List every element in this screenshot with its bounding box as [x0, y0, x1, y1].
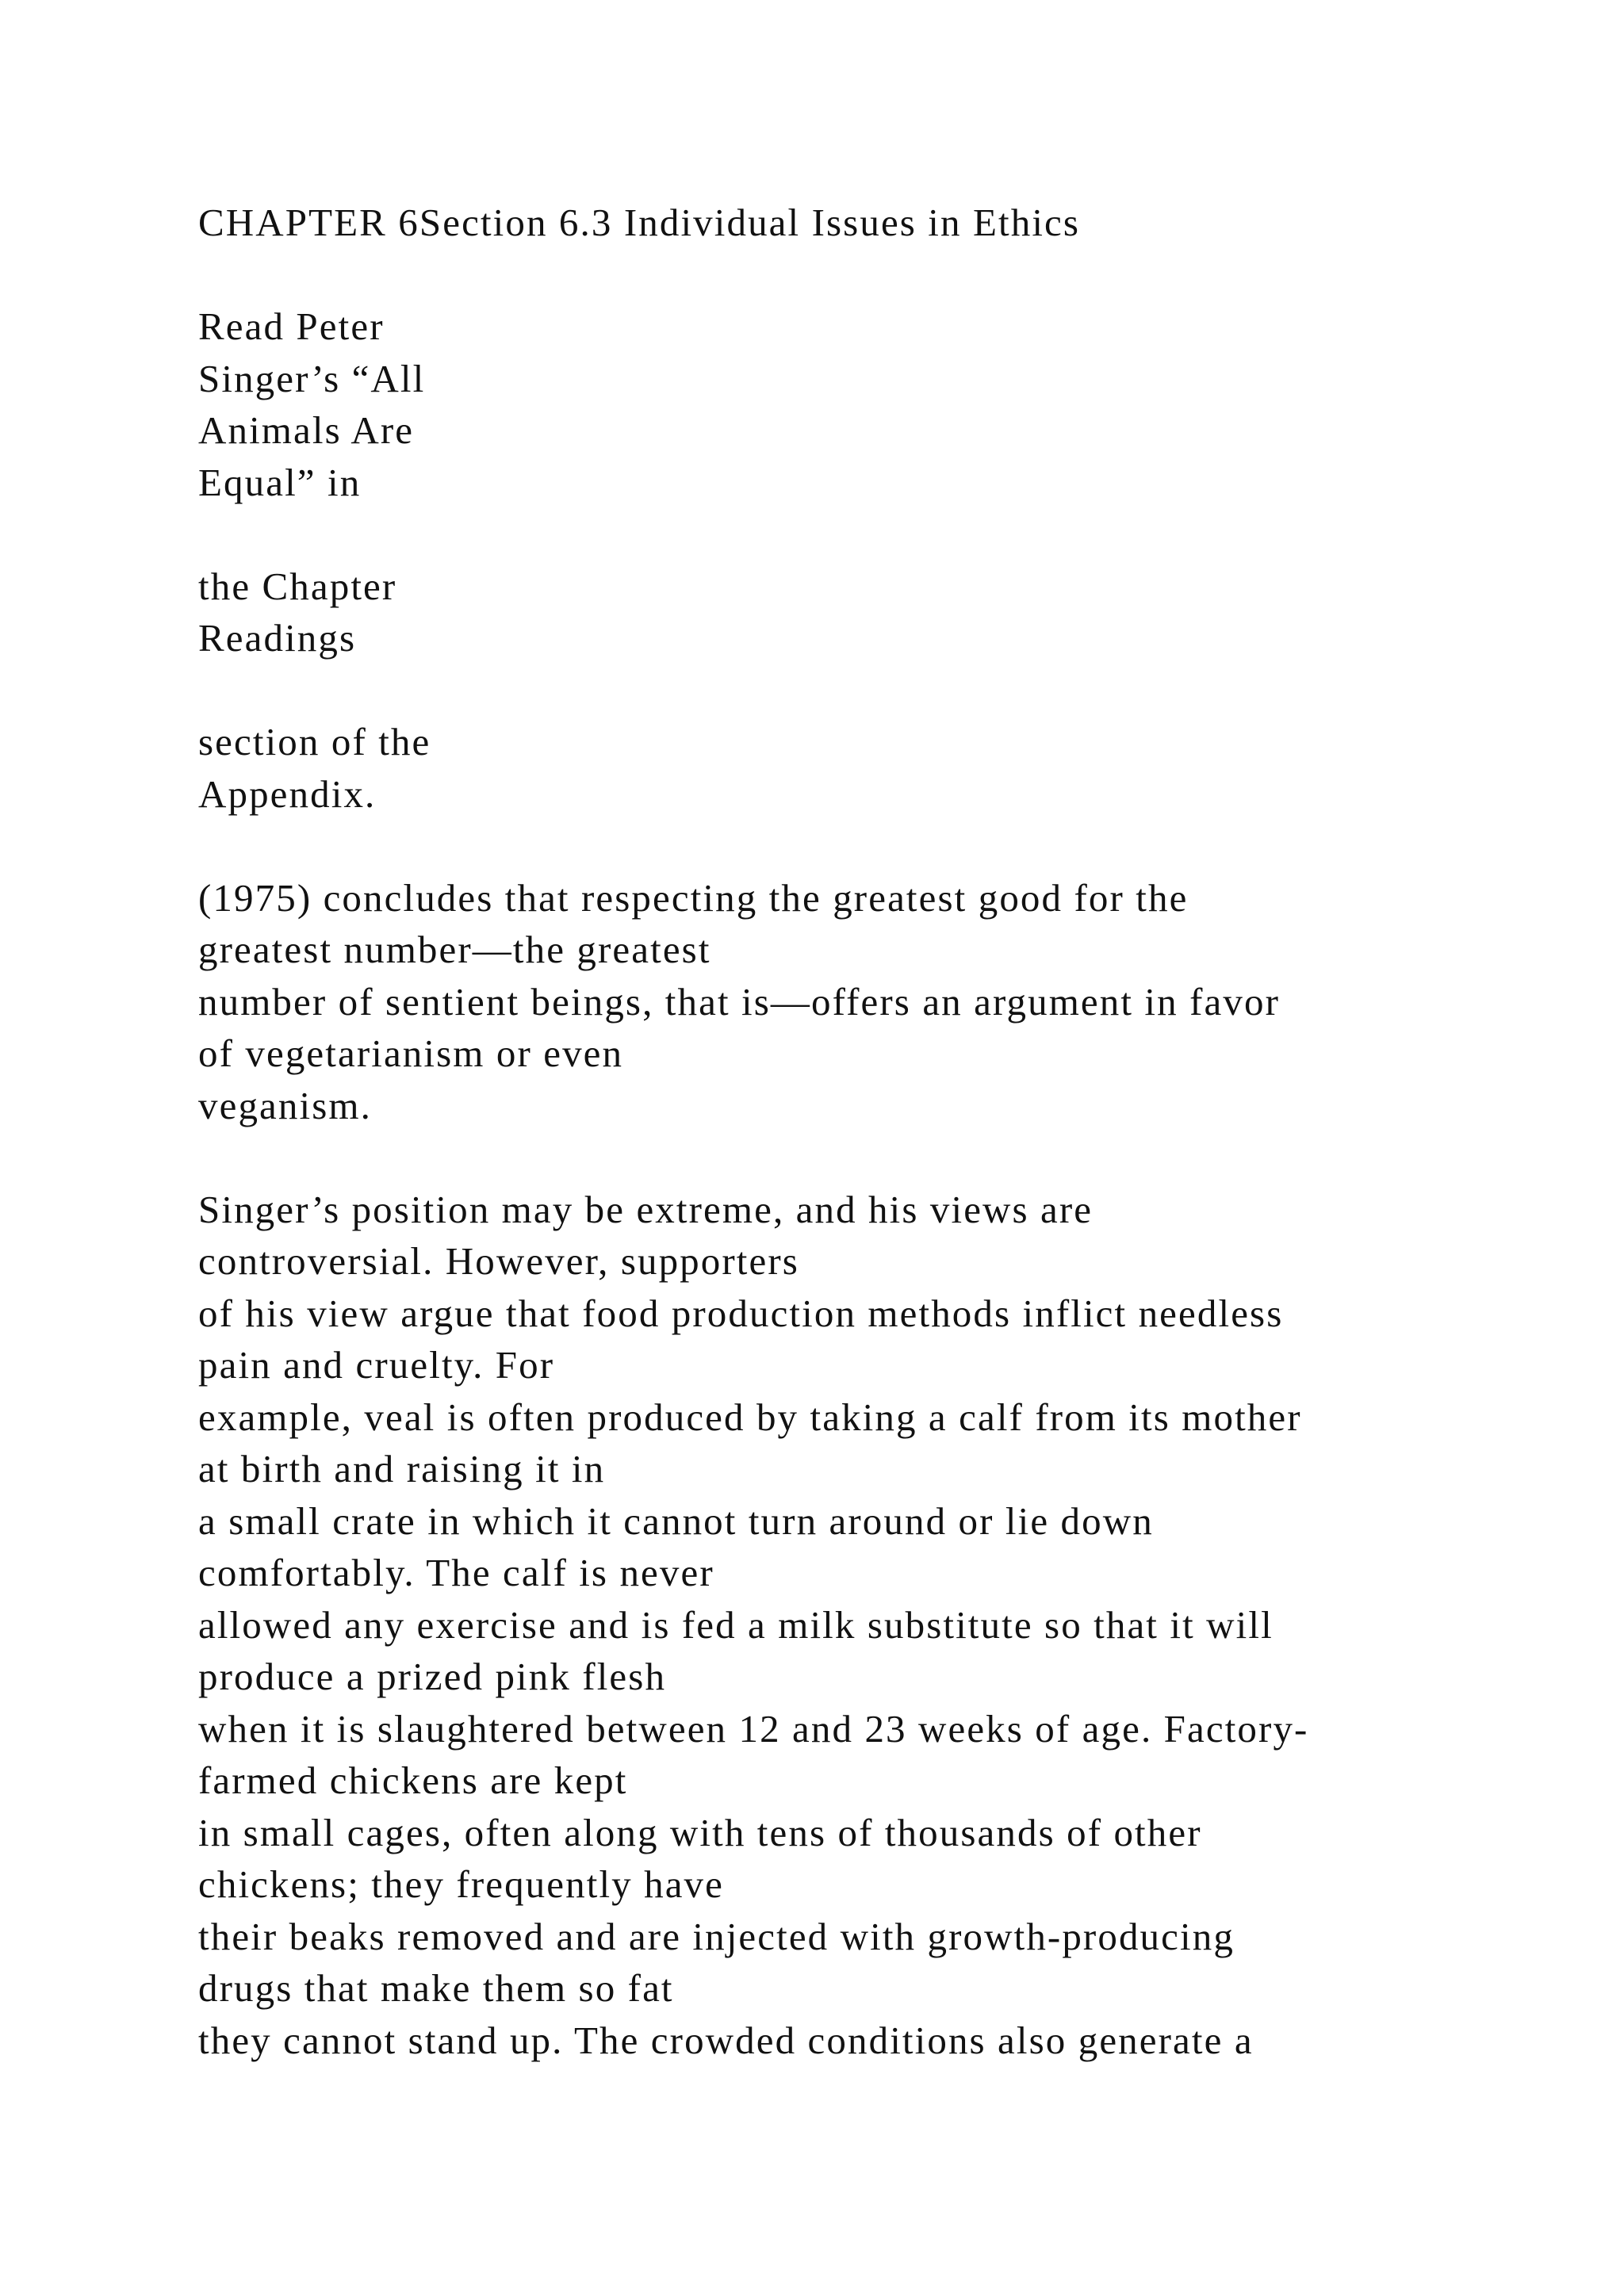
- text-line: produce a prized pink flesh: [198, 1655, 667, 1698]
- text-line: pain and cruelty. For: [198, 1343, 555, 1387]
- heading-line: CHAPTER 6Section 6.3 Individual Issues in Ethics: [198, 201, 1081, 244]
- chapter-heading: [198, 197, 1546, 249]
- text-line: of his view argue that food production methods inflict needless: [198, 1291, 1284, 1335]
- text-line: a small crate in which it cannot turn around or lie down: [198, 1498, 1154, 1543]
- text-line: of vegetarianism or even: [198, 1031, 624, 1075]
- text-line: veganism.: [198, 1083, 372, 1127]
- text-line: allowed any exercise and is fed a milk substitute so that it will: [198, 1602, 1274, 1647]
- text-line: chickens; they frequently have: [198, 1862, 725, 1906]
- text-line: example, veal is often produced by taking a calf from its mother: [198, 1395, 1302, 1439]
- text-line: Animals Are: [198, 408, 415, 452]
- text-line: Appendix.: [198, 771, 377, 816]
- text-line: farmed chickens are kept: [198, 1758, 628, 1802]
- text-line: comfortably. The calf is never: [198, 1551, 714, 1594]
- text-line: (1975) concludes that respecting the greatest good for the: [198, 875, 1189, 920]
- document-page: [198, 197, 1546, 2118]
- text-line: in small cages, often along with tens of thousands of other: [198, 1810, 1202, 1854]
- text-line: when it is slaughtered between 12 and 23 weeks of age. Factory-: [198, 1706, 1309, 1751]
- text-line: their beaks removed and are injected with growth-producing: [198, 1914, 1235, 1958]
- text-line: they cannot stand up. The crowded conditions also generate a: [198, 2018, 1254, 2062]
- paragraph-4: [198, 872, 1546, 1132]
- text-line: Read Peter: [198, 304, 385, 348]
- text-line: section of the: [198, 720, 431, 763]
- text-line: Singer’s “All: [198, 356, 426, 400]
- paragraph-2: [198, 561, 1546, 664]
- text-line: at birth and raising it in: [198, 1447, 606, 1490]
- text-line: the Chapter: [198, 564, 397, 608]
- paragraph-1: [198, 300, 1546, 508]
- paragraph-5: [198, 1184, 1546, 2067]
- text-line: controversial. However, supporters: [198, 1239, 799, 1283]
- text-line: drugs that make them so fat: [198, 1966, 674, 2010]
- paragraph-3: [198, 716, 1546, 820]
- text-line: greatest number—the greatest: [198, 928, 711, 971]
- text-line: Singer’s position may be extreme, and his views are: [198, 1187, 1094, 1231]
- text-line: number of sentient beings, that is—offers an argument in favor: [198, 979, 1280, 1024]
- text-line: Equal” in: [198, 460, 362, 504]
- text-line: Readings: [198, 616, 357, 660]
